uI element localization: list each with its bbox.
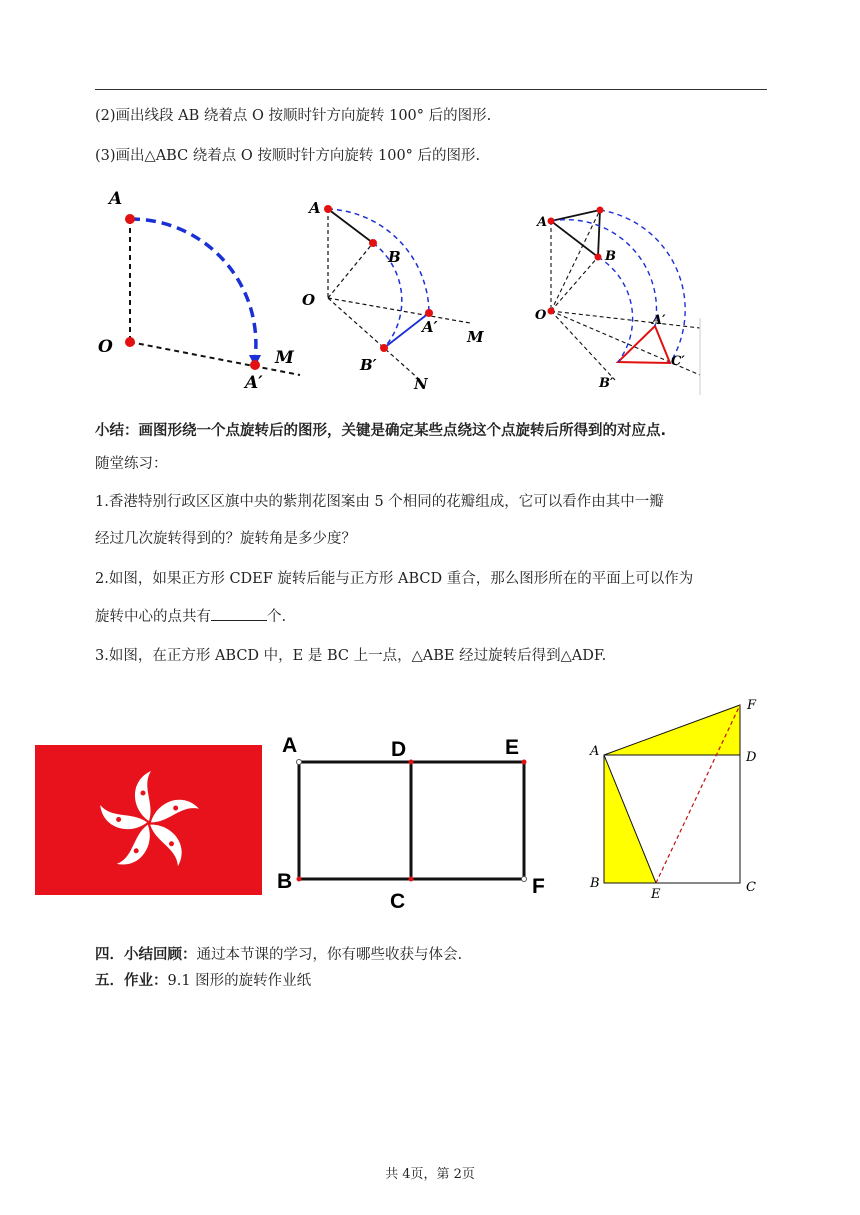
label-O: O	[302, 291, 316, 309]
label-D: D	[391, 738, 407, 761]
label-D: D	[746, 750, 757, 765]
label-A: A	[309, 199, 321, 217]
label-A: A	[109, 189, 123, 209]
label-C: C	[746, 880, 756, 895]
label-B: B	[388, 248, 401, 266]
summary-text: 小结：画图形绕一个点旋转后的图形，关键是确定某些点绕这个点旋转后所得到的对应点.	[95, 423, 667, 439]
homework-label: 五．作业：	[95, 973, 168, 989]
triangle-ABC	[551, 210, 600, 257]
label-A-prime: A′	[245, 373, 263, 393]
label-A-prime: A′	[422, 318, 438, 336]
homework-line	[95, 969, 311, 990]
question-2-line-1: 2.如图，如果正方形 CDEF 旋转后能与正方形 ABCD 重合，那么图形所在的平面上可以作为	[95, 571, 694, 587]
label-B: B	[605, 249, 616, 264]
label-N: N	[414, 375, 428, 393]
two-squares-figure	[275, 730, 560, 915]
segment-AB	[328, 209, 373, 243]
page-footer: 共 4页，第 2页	[385, 1167, 475, 1182]
label-A: A	[282, 734, 298, 757]
label-A: A	[537, 215, 548, 230]
question-1-line-1: 1.香港特别行政区区旗中央的紫荆花图案由 5 个相同的花瓣组成，它可以看作由其中一瓣	[95, 494, 664, 510]
label-A-prime: A′	[652, 313, 666, 328]
rotation-arc	[130, 219, 256, 359]
label-E: E	[651, 887, 661, 902]
label-C: C	[390, 890, 406, 913]
question-2-prefix: 旋转中心的点共有	[95, 609, 211, 625]
point-A	[125, 214, 135, 224]
label-F: F	[747, 698, 757, 713]
triangle-A-prime-B-prime-C-prime	[618, 326, 670, 363]
rotation-figure-3	[530, 200, 715, 400]
label-B: B	[277, 870, 293, 893]
header-rule	[95, 89, 767, 90]
label-E: E	[505, 736, 520, 759]
bauhinia-icon	[35, 745, 262, 895]
label-A: A	[590, 744, 600, 759]
label-O: O	[98, 337, 113, 357]
label-M: M	[467, 328, 484, 346]
label-B-prime: B′	[360, 356, 377, 374]
step-3-text: (3)画出△ABC 绕着点 O 按顺时针方向旋转 100° 后的图形.	[95, 148, 481, 164]
practice-heading: 随堂练习：	[95, 456, 168, 472]
point-A-prime	[250, 360, 260, 370]
point-O	[125, 337, 135, 347]
hong-kong-flag	[35, 745, 262, 895]
label-F: F	[532, 875, 545, 898]
triangle-ABE	[604, 755, 656, 883]
label-B: B	[590, 876, 600, 891]
answer-blank	[211, 608, 267, 621]
label-M: M	[275, 348, 294, 368]
label-C-prime: C′	[671, 354, 685, 369]
step-2-text: (2)画出线段 AB 绕着点 O 按顺时针方向旋转 100° 后的图形.	[95, 108, 492, 124]
review-label: 四．小结回顾：	[95, 947, 197, 963]
question-2-line-2	[95, 605, 286, 626]
question-3-text: 3.如图，在正方形 ABCD 中，E 是 BC 上一点，△ABE 经过旋转后得到△ADF.	[95, 648, 607, 664]
question-2-suffix: 个.	[267, 609, 287, 625]
square-rotation-figure	[585, 695, 770, 905]
review-line	[95, 943, 462, 964]
rotation-figure-1	[95, 185, 310, 395]
label-O: O	[535, 308, 547, 323]
review-text: 通过本节课的学习，你有哪些收获与体会.	[196, 947, 463, 963]
question-1-line-2: 经过几次旋转得到的？旋转角是多少度？	[95, 531, 356, 547]
label-B-prime: B′	[599, 376, 614, 391]
rotation-figure-2	[300, 190, 500, 395]
homework-text: 9.1 图形的旋转作业纸	[167, 973, 312, 989]
